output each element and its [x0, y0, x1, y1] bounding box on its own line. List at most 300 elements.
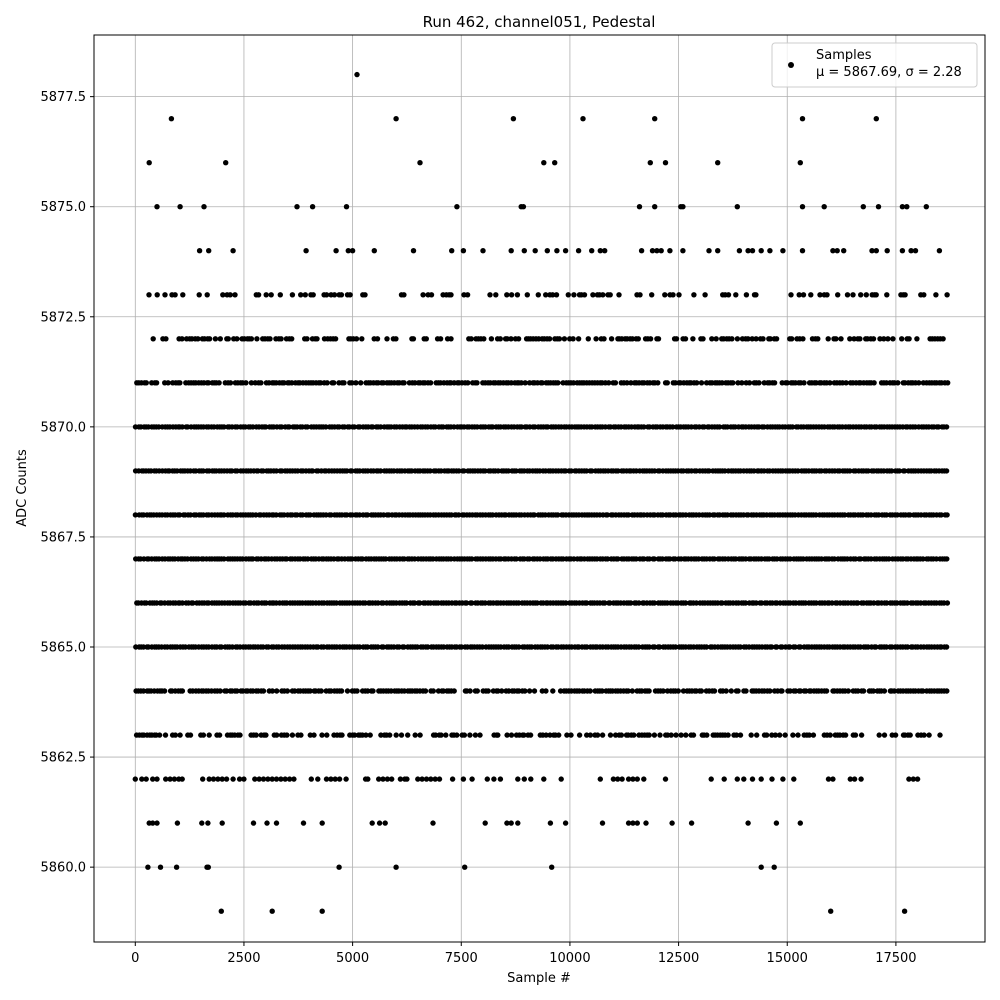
data-point: [405, 732, 410, 737]
data-point: [600, 820, 605, 825]
data-point: [669, 732, 674, 737]
legend: [772, 43, 977, 87]
data-point: [858, 776, 863, 781]
data-point: [824, 292, 829, 297]
data-point: [555, 380, 560, 385]
data-point: [358, 380, 363, 385]
data-point: [509, 732, 514, 737]
data-point: [828, 732, 833, 737]
data-point: [258, 380, 263, 385]
data-point: [493, 292, 498, 297]
data-point: [483, 820, 488, 825]
data-point: [337, 776, 342, 781]
data-point: [475, 688, 480, 693]
data-point: [733, 292, 738, 297]
data-point: [852, 776, 857, 781]
data-point: [234, 336, 239, 341]
data-point: [588, 732, 593, 737]
data-point: [339, 732, 344, 737]
data-point: [893, 732, 898, 737]
data-point: [428, 380, 433, 385]
data-point: [285, 688, 290, 693]
data-point: [608, 292, 613, 297]
data-point: [474, 380, 479, 385]
data-point: [857, 336, 862, 341]
data-point: [311, 732, 316, 737]
data-point: [738, 732, 743, 737]
data-point: [465, 292, 470, 297]
data-point: [714, 336, 719, 341]
data-point: [197, 292, 202, 297]
data-point: [690, 336, 695, 341]
y-axis-label: ADC Counts: [15, 449, 30, 527]
data-point: [566, 292, 571, 297]
data-point: [665, 380, 670, 385]
data-point: [154, 204, 159, 209]
data-point: [430, 820, 435, 825]
data-point: [652, 204, 657, 209]
data-point: [904, 204, 909, 209]
data-point: [429, 292, 434, 297]
data-point: [188, 732, 193, 737]
data-point: [254, 732, 259, 737]
data-point: [580, 116, 585, 121]
data-point: [554, 248, 559, 253]
x-tick-label: 15000: [766, 951, 808, 966]
data-point: [413, 732, 418, 737]
data-point: [841, 248, 846, 253]
data-point: [179, 336, 184, 341]
data-point: [375, 336, 380, 341]
data-point: [769, 776, 774, 781]
data-point: [339, 292, 344, 297]
data-point: [303, 248, 308, 253]
data-point: [543, 688, 548, 693]
data-point: [303, 292, 308, 297]
data-point: [448, 336, 453, 341]
chart-title: Run 462, channel051, Pedestal: [422, 13, 656, 31]
data-point: [154, 380, 159, 385]
data-point: [652, 732, 657, 737]
data-point: [767, 688, 772, 693]
data-point: [694, 380, 699, 385]
data-point: [467, 688, 472, 693]
data-point: [944, 644, 949, 649]
data-point: [712, 688, 717, 693]
data-point: [473, 732, 478, 737]
data-point: [691, 732, 696, 737]
data-point: [830, 776, 835, 781]
data-point: [291, 776, 296, 781]
data-point: [673, 732, 678, 737]
data-point: [469, 776, 474, 781]
data-point: [635, 820, 640, 825]
data-point: [309, 776, 314, 781]
data-point: [940, 336, 945, 341]
data-point: [602, 248, 607, 253]
data-point: [944, 688, 949, 693]
data-point: [332, 292, 337, 297]
data-point: [933, 292, 938, 297]
data-point: [263, 732, 268, 737]
data-point: [559, 776, 564, 781]
data-point: [593, 336, 598, 341]
data-point: [155, 292, 160, 297]
data-point: [509, 820, 514, 825]
data-point: [777, 732, 782, 737]
data-point: [218, 688, 223, 693]
y-tick-label: 5877.5: [40, 90, 86, 106]
data-point: [788, 292, 793, 297]
data-point: [528, 732, 533, 737]
data-point: [207, 336, 212, 341]
x-tick-label: 12500: [657, 951, 700, 966]
data-point: [798, 820, 803, 825]
data-point: [133, 776, 138, 781]
data-point: [885, 336, 890, 341]
data-point: [223, 160, 228, 165]
data-point: [320, 820, 325, 825]
data-point: [790, 732, 795, 737]
data-point: [774, 336, 779, 341]
data-point: [601, 336, 606, 341]
data-point: [504, 292, 509, 297]
data-point: [264, 292, 269, 297]
data-point: [532, 688, 537, 693]
data-point: [304, 336, 309, 341]
data-point: [521, 204, 526, 209]
data-point: [254, 336, 259, 341]
data-point: [926, 732, 931, 737]
data-point: [900, 248, 905, 253]
data-point: [800, 116, 805, 121]
data-point: [339, 688, 344, 693]
data-point: [676, 292, 681, 297]
data-point: [659, 248, 664, 253]
data-point: [754, 732, 759, 737]
data-point: [741, 776, 746, 781]
data-point: [354, 336, 359, 341]
data-point: [384, 336, 389, 341]
data-point: [890, 336, 895, 341]
data-point: [461, 776, 466, 781]
data-point: [724, 688, 729, 693]
data-point: [174, 865, 179, 870]
data-point: [200, 776, 205, 781]
data-point: [760, 336, 765, 341]
data-point: [846, 688, 851, 693]
data-point: [937, 732, 942, 737]
data-point: [619, 732, 624, 737]
data-point: [577, 732, 582, 737]
data-point: [877, 732, 882, 737]
data-point: [662, 292, 667, 297]
data-point: [791, 776, 796, 781]
data-point: [389, 776, 394, 781]
data-point: [570, 336, 575, 341]
data-point: [876, 204, 881, 209]
data-point: [735, 688, 740, 693]
x-tick-label: 17500: [875, 951, 917, 966]
data-point: [637, 292, 642, 297]
data-point: [545, 248, 550, 253]
data-point: [702, 292, 707, 297]
data-point: [201, 732, 206, 737]
data-point: [582, 292, 587, 297]
data-point: [649, 292, 654, 297]
data-point: [230, 776, 235, 781]
data-point: [657, 732, 662, 737]
data-point: [454, 732, 459, 737]
data-point: [753, 292, 758, 297]
data-point: [811, 732, 816, 737]
data-point: [725, 732, 730, 737]
data-point: [631, 732, 636, 737]
data-point: [311, 292, 316, 297]
data-point: [145, 865, 150, 870]
data-point: [511, 116, 516, 121]
data-point: [495, 732, 500, 737]
data-point: [815, 336, 820, 341]
data-point: [243, 380, 248, 385]
data-point: [365, 776, 370, 781]
data-point: [219, 909, 224, 914]
data-point: [726, 292, 731, 297]
data-point: [826, 336, 831, 341]
data-point: [699, 380, 704, 385]
data-point: [438, 336, 443, 341]
data-point: [764, 732, 769, 737]
data-point: [452, 688, 457, 693]
data-point: [800, 336, 805, 341]
data-point: [267, 336, 272, 341]
data-point: [278, 292, 283, 297]
data-point: [362, 292, 367, 297]
data-point: [774, 820, 779, 825]
data-point: [528, 776, 533, 781]
data-point: [146, 292, 151, 297]
data-point: [859, 732, 864, 737]
data-point: [639, 248, 644, 253]
data-point: [354, 72, 359, 77]
data-point: [944, 292, 949, 297]
data-point: [177, 380, 182, 385]
data-point: [333, 248, 338, 253]
data-point: [882, 732, 887, 737]
data-point: [350, 248, 355, 253]
data-point: [759, 776, 764, 781]
data-point: [228, 292, 233, 297]
data-point: [646, 688, 651, 693]
data-point: [552, 160, 557, 165]
data-point: [144, 776, 149, 781]
data-point: [780, 776, 785, 781]
data-point: [477, 732, 482, 737]
data-point: [177, 732, 182, 737]
data-point: [885, 248, 890, 253]
data-point: [674, 336, 679, 341]
data-point: [550, 688, 555, 693]
data-point: [485, 776, 490, 781]
data-point: [630, 688, 635, 693]
data-point: [401, 292, 406, 297]
data-point: [756, 380, 761, 385]
x-tick-label: 0: [131, 951, 140, 966]
data-point: [228, 380, 233, 385]
data-point: [290, 292, 295, 297]
data-point: [800, 248, 805, 253]
data-point: [372, 248, 377, 253]
data-point: [336, 865, 341, 870]
data-point: [913, 248, 918, 253]
data-point: [220, 820, 225, 825]
data-point: [443, 732, 448, 737]
data-point: [861, 204, 866, 209]
data-point: [320, 909, 325, 914]
data-point: [461, 248, 466, 253]
data-point: [678, 732, 683, 737]
data-point: [154, 776, 159, 781]
data-point: [284, 732, 289, 737]
data-point: [448, 292, 453, 297]
data-point: [536, 292, 541, 297]
data-point: [652, 116, 657, 121]
data-point: [345, 688, 350, 693]
data-point: [175, 820, 180, 825]
data-point: [169, 116, 174, 121]
data-point: [798, 160, 803, 165]
data-point: [669, 820, 674, 825]
data-point: [747, 380, 752, 385]
data-point: [745, 820, 750, 825]
data-point: [704, 732, 709, 737]
x-axis-label: Sample #: [507, 971, 571, 986]
data-point: [289, 336, 294, 341]
data-point: [600, 732, 605, 737]
data-point: [588, 688, 593, 693]
data-point: [884, 292, 889, 297]
data-point: [598, 776, 603, 781]
data-point: [344, 204, 349, 209]
data-point: [241, 776, 246, 781]
data-point: [274, 688, 279, 693]
data-point: [906, 336, 911, 341]
data-point: [749, 732, 754, 737]
data-point: [417, 732, 422, 737]
data-point: [691, 292, 696, 297]
data-point: [237, 732, 242, 737]
data-point: [689, 820, 694, 825]
data-point: [945, 600, 950, 605]
data-point: [454, 204, 459, 209]
data-point: [393, 336, 398, 341]
data-point: [516, 336, 521, 341]
data-point: [828, 909, 833, 914]
data-point: [882, 688, 887, 693]
data-point: [217, 732, 222, 737]
data-point: [290, 732, 295, 737]
y-tick-label: 5860.0: [40, 860, 86, 876]
data-point: [213, 336, 218, 341]
y-tick-label: 5867.5: [40, 530, 86, 546]
data-point: [498, 776, 503, 781]
data-point: [383, 820, 388, 825]
x-tick-label: 2500: [227, 951, 261, 966]
data-point: [509, 292, 514, 297]
data-point: [315, 776, 320, 781]
x-tick-label: 7500: [444, 951, 478, 966]
data-point: [895, 380, 900, 385]
data-point: [915, 776, 920, 781]
data-point: [144, 380, 149, 385]
data-point: [325, 380, 330, 385]
data-point: [715, 160, 720, 165]
data-point: [462, 865, 467, 870]
data-point: [264, 820, 269, 825]
data-point: [636, 336, 641, 341]
data-point: [333, 336, 338, 341]
data-point: [737, 248, 742, 253]
data-point: [554, 292, 559, 297]
data-point: [199, 820, 204, 825]
data-point: [743, 688, 748, 693]
data-point: [424, 336, 429, 341]
data-point: [343, 776, 348, 781]
data-point: [571, 292, 576, 297]
data-point: [801, 380, 806, 385]
data-point: [274, 732, 279, 737]
data-point: [359, 336, 364, 341]
data-point: [767, 248, 772, 253]
y-tick-label: 5872.5: [40, 310, 86, 326]
data-point: [319, 688, 324, 693]
data-point: [556, 732, 561, 737]
data-point: [699, 688, 704, 693]
data-point: [709, 776, 714, 781]
data-point: [177, 204, 182, 209]
data-point: [165, 380, 170, 385]
data-point: [354, 688, 359, 693]
data-point: [197, 248, 202, 253]
data-point: [249, 336, 254, 341]
data-point: [224, 776, 229, 781]
data-point: [759, 865, 764, 870]
data-point: [600, 292, 605, 297]
data-point: [278, 336, 283, 341]
data-point: [417, 160, 422, 165]
data-point: [232, 292, 237, 297]
data-point: [465, 380, 470, 385]
data-point: [533, 248, 538, 253]
data-point: [387, 732, 392, 737]
data-point: [319, 732, 324, 737]
data-point: [370, 688, 375, 693]
data-point: [655, 380, 660, 385]
data-point: [744, 292, 749, 297]
data-point: [676, 688, 681, 693]
data-point: [864, 292, 869, 297]
data-point: [498, 336, 503, 341]
data-point: [393, 865, 398, 870]
data-point: [706, 248, 711, 253]
data-point: [722, 776, 727, 781]
data-point: [547, 336, 552, 341]
data-point: [921, 292, 926, 297]
data-point: [750, 776, 755, 781]
data-point: [462, 732, 467, 737]
data-point: [541, 160, 546, 165]
data-point: [162, 292, 167, 297]
